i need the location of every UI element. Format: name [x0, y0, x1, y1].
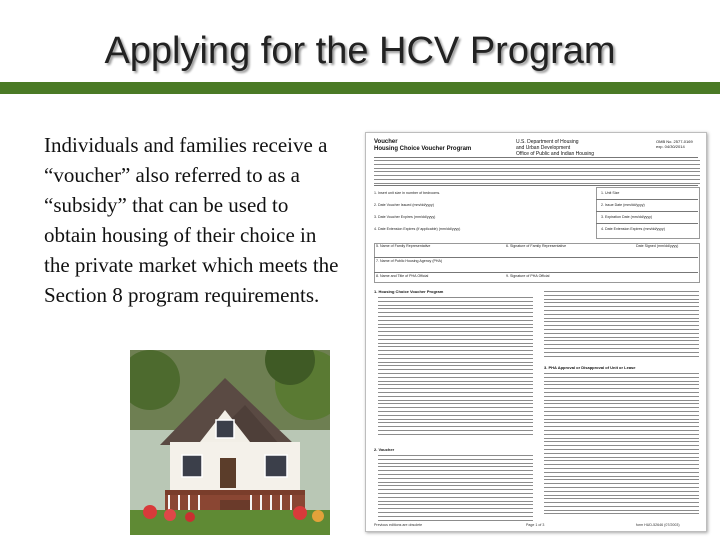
sig-date-label: Date Signed (mm/dd/yyyy) [636, 244, 679, 248]
form-agency: U.S. Department of Housing and Urban Development Office of Public and Indian Housing [516, 139, 595, 157]
title-divider [0, 82, 720, 94]
sig-pha-label: 9. Signature of PHA Official [506, 274, 550, 278]
slide-body-text: Individuals and families receive a “voucher” also referred to as a “subsidy” that can be used to obtain housing of their choice in the private market which meets the Section 8 program requirements. [44, 133, 339, 307]
house-photo [130, 350, 330, 535]
section-1-heading: 1. Housing Choice Voucher Program [374, 289, 444, 294]
form-omb: OMB No. 2577-0169 exp. 04/30/2014 [656, 139, 693, 149]
sig-family-label: 6. Signature of Family Representative [506, 244, 567, 248]
section-2-heading: 2. Voucher [374, 447, 395, 452]
field-bedrooms: 1. Insert unit size in number of bedrooms. [374, 191, 441, 195]
section-3-heading: 3. PHA Approval or Disapproval of Unit or Lease [544, 365, 636, 370]
field-pha: 7. Name of Public Housing Agency (PHA) [376, 259, 443, 263]
expiration-date-label: 3. Expiration Date (mm/dd/yyyy) [601, 215, 653, 219]
slide-title: Applying for the HCV Program [104, 30, 616, 72]
form-page-number: Page 1 of 3 [526, 523, 545, 527]
form-title: Voucher Housing Choice Voucher Program [374, 139, 472, 152]
form-footer-left: Previous editions are obsolete [374, 523, 423, 527]
issue-date-label: 2. Issue Date (mm/dd/yyyy) [601, 203, 645, 207]
field-official: 8. Name and Title of PHA Official [376, 274, 429, 278]
voucher-form-image [365, 132, 707, 532]
field-issued: 2. Date Voucher Issued (mm/dd/yyyy) [374, 203, 434, 207]
field-extension: 4. Date Extension Expires (if applicable) (mm/dd/yyyy) [374, 227, 461, 231]
extension-date-label: 4. Date Extension Expires (mm/dd/yyyy) [601, 227, 665, 231]
field-expires: 3. Date Voucher Expires (mm/dd/yyyy) [374, 215, 436, 219]
field-family: 5. Name of Family Representative [376, 244, 431, 248]
form-number: form HUD-52646 (07/2003) [636, 523, 680, 527]
unit-size-label: 1. Unit Size [601, 191, 620, 195]
